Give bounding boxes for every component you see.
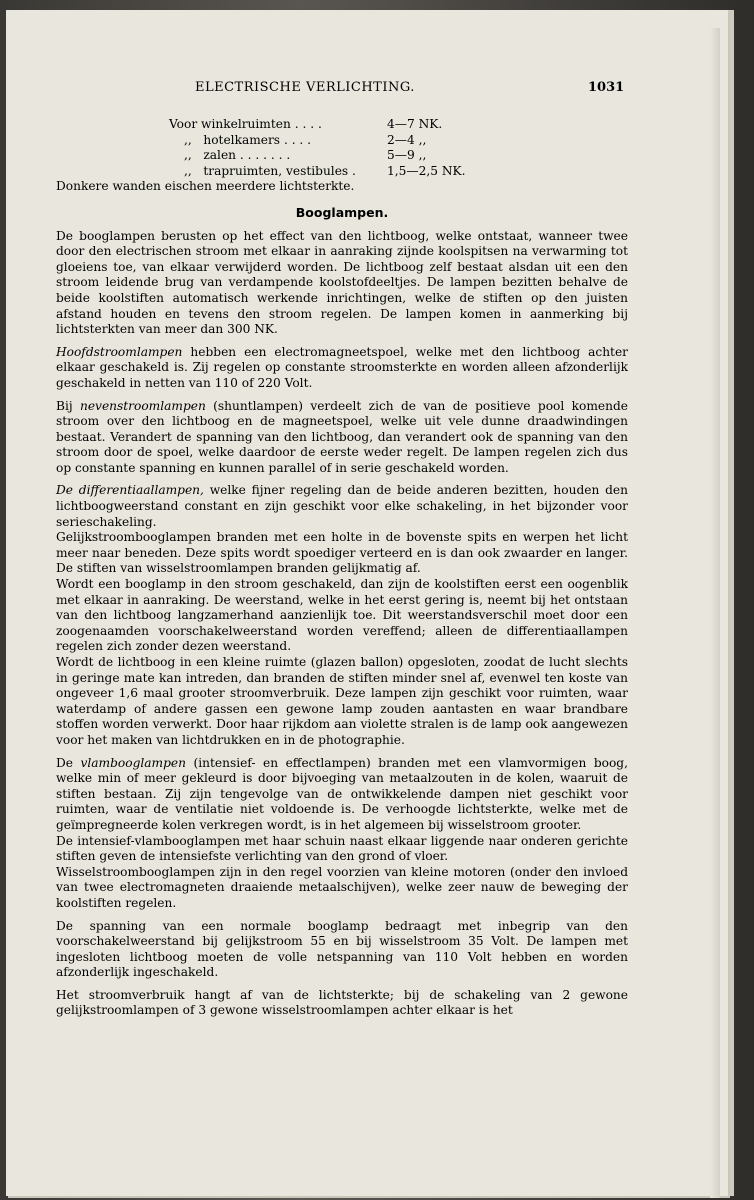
list-item <box>56 133 628 149</box>
italic-term: nevenstroomlampen <box>80 398 206 413</box>
paragraph: Hoofdstroomlampen hebben een electromagneetspoel, welke met den lichtboog achter elkaar geschakeld is. Zij regelen op constante stroomsterkte en worden alleen afzonderlijk geschakeld in netten van 110 of 220 Volt. <box>56 344 628 390</box>
paragraph: De intensief-vlambooglampen met haar schuin naast elkaar liggende naar onderen gerichte stiften geven de intensiefste verlichting van den grond of vloer. <box>56 833 628 864</box>
list-item <box>56 117 628 133</box>
list-item-label: ,, hotelkamers . . . . <box>184 132 312 147</box>
list-item-label: ,, zalen . . . . . . . <box>184 148 291 163</box>
running-header: ELECTRISCHE VERLICHTING. <box>195 80 415 95</box>
list-item-value: 1,5—2,5 NK. <box>387 163 466 178</box>
list-item-label: ,, trapruimten, vestibules . <box>184 163 356 178</box>
paragraph: De vlambooglampen (intensief- en effectlampen) branden met een vlamvormigen boog, welke min of meer gekleurd is door bijvoeging van metaalzouten in de kolen, waaruit de stiften bestaan. Zij zijn tengevolge van de ontwikkelende dampen niet geschikt voor ruimten, waar de ventilatie niet voldoende is. De verhoogde lichtsterkte, welke met de geïmpregneerde kolen verkregen wordt, is in het algemeen bij wisselstroom grooter. <box>56 755 628 832</box>
paragraph: Bij nevenstroomlampen (shuntlampen) verdeelt zich de van de positieve pool komende stroom over den lichtboog en de magneetspoel, welke uit vele dunne draadwindingen bestaat. Verandert de spanning van den lichtboog, dan verandert ook de spanning van den stroom door de spoel, welke daardoor de eerste weder regelt. De lampen regelen zich dus op constante spanning en kunnen parallel of in serie geschakeld worden. <box>56 398 628 475</box>
list-footer: Donkere wanden eischen meerdere lichtsterkte. <box>56 179 355 194</box>
list-item-label: Voor winkelruimten . . . . <box>169 117 322 131</box>
paragraph: Het stroomverbruik hangt af van de lichtsterkte; bij de schakeling van 2 gewone gelijkstroomlampen of 3 gewone wisselstroomlampen achter elkaar is het <box>56 987 628 1018</box>
list-item <box>56 164 628 180</box>
italic-term: De differentiaallampen, <box>56 483 204 498</box>
page-number: 1031 <box>588 80 625 95</box>
paragraph: De differentiaallampen, welke fijner regeling dan de beide anderen bezitten, houden den lichtboogweerstand constant en zijn geschikt voor elke schakeling, in het bijzonder voor serieschakeling. <box>56 483 628 529</box>
page-body <box>56 117 628 1019</box>
list-item-value: 5—9 ,, <box>387 148 427 163</box>
page-edge <box>710 28 720 1198</box>
paragraph: Wisselstroombooglampen zijn in den regel voorzien van kleine motoren (onder den invloed van twee electromagneten draaiende metaalschijven), welke zeer nauw de beweging der koolstiften regelen. <box>56 864 628 910</box>
paragraph: Gelijkstroombooglampen branden met een holte in de bovenste spits en werpen het licht meer naar beneden. Deze spits wordt spoediger verteerd en is dan ook zwaarder en langer. De stiften van wisselstroomlampen branden gelijkmatig af. <box>56 530 628 576</box>
italic-term: vlambooglampen <box>80 755 186 770</box>
section-title: Booglampen. <box>295 204 389 220</box>
paragraph: De booglampen berusten op het effect van den lichtboog, welke ontstaat, wanneer twee door den electrischen stroom met elkaar in aanraking zijnde koolspitsen na verwarming tot gloeiens toe, van elkaar verwijderd worden. De lichtboog zelf bestaat alsdan uit een den stroom leidende brug van verdampende koolstofdeeltjes. De lampen bezitten behalve de beide koolstiften automatisch werkende inrichtingen, welke de stiften op den juisten afstand houden en tevens den stroom regelen. De lampen komen in aanmerking bij lichtsterkten van meer dan 300 NK. <box>56 228 628 337</box>
paragraph: Wordt de lichtboog in een kleine ruimte (glazen ballon) opgesloten, zoodat de lucht slechts in geringe mate kan intreden, dan branden de stiften minder snel af, evenwel ten koste van ongeveer 1,6 maal grooter stroomverbruik. Deze lampen zijn geschikt voor ruimten, waar waterdamp of andere gassen een gewone lamp zouden aantasten en waar brandbare stoffen worden verwerkt. Door haar rijkdom aan violette stralen is de lamp ook aangewezen voor het maken van lichtdrukken en in de photographie. <box>56 655 628 747</box>
list-item-value: 2—4 ,, <box>387 132 427 147</box>
list-item <box>56 148 628 164</box>
list-item-value: 4—7 NK. <box>387 117 443 131</box>
italic-term: Hoofdstroomlampen <box>56 344 183 359</box>
paragraph: Wordt een booglamp in den stroom geschakeld, dan zijn de koolstiften eerst een oogenblik met elkaar in aanraking. De weerstand, welke in het eerst gering is, neemt bij het ontstaan van den lichtboog langzamerhand aanzienlijk toe. Dit weerstandsverschil moet door een zoogenaamden voorschakelweerstand worden vereffend; alleen de differentiaallampen regelen zich zonder dezen weerstand. <box>56 577 628 654</box>
paragraph: De spanning van een normale booglamp bedraagt met inbegrip van den voorschakelweerstand bij gelijkstroom 55 en bij wisselstroom 35 Volt. De lampen met ingesloten lichtboog moeten de volle netspanning van 110 Volt hebben en worden afzonderlijk ingeschakeld. <box>56 918 628 980</box>
